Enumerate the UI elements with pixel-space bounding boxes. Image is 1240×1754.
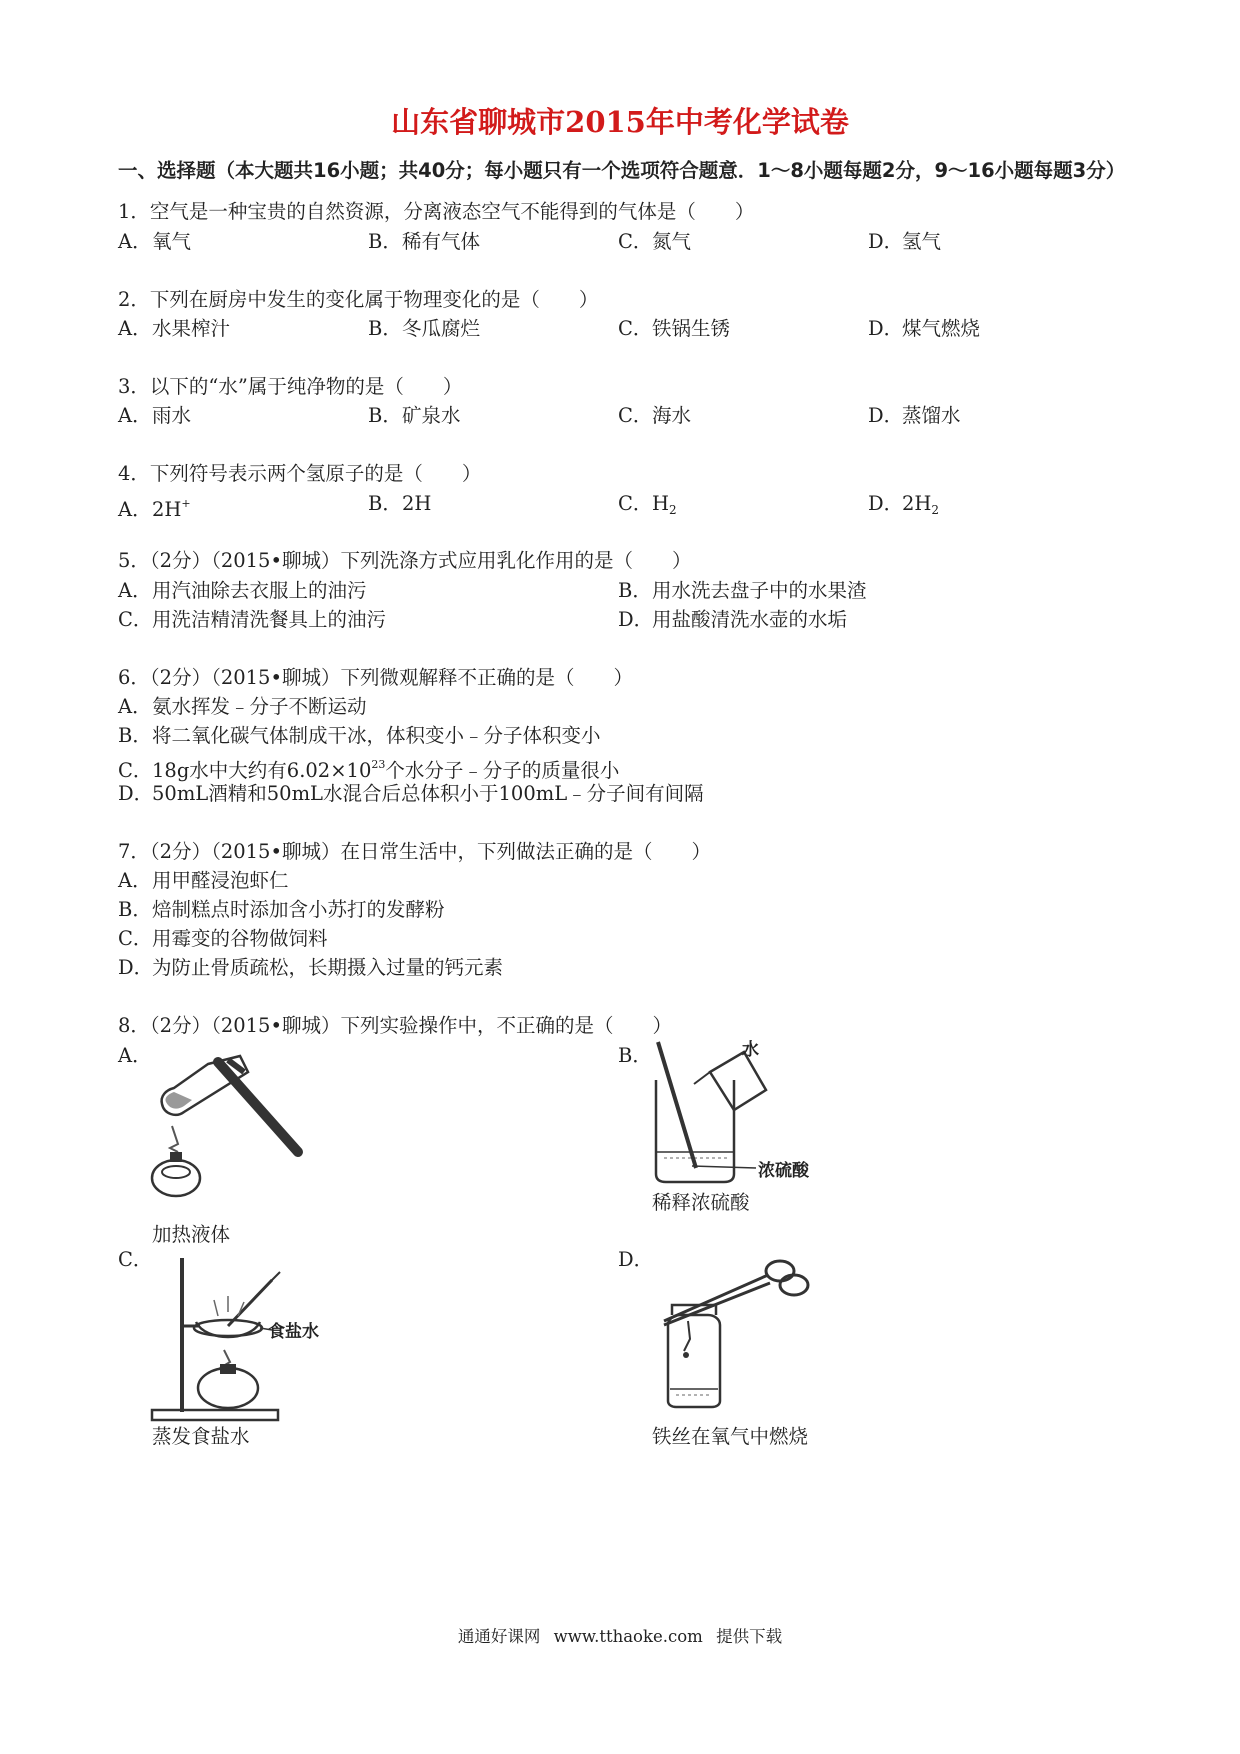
question-8-option-a-letter: A． [118, 1044, 152, 1067]
question-6-stem: 6．（2分）（2015•聊城）下列微观解释不正确的是（ ） [118, 666, 633, 689]
question-8-option-c-caption: 蒸发食盐水 [152, 1425, 250, 1448]
question-8-option-b-letter: B． [618, 1044, 652, 1067]
section-header: 一、选择题（本大题共16小题；共40分；每小题只有一个选项符合题意．1～8小题每题2分，9～16小题每题3分） [118, 159, 1126, 182]
question-8-option-c-label-brine: 食盐水 [268, 1322, 319, 1342]
question-8-option-b-label-water: 水 [742, 1040, 759, 1060]
question-4-option-c: C．$H_2$ [618, 492, 677, 517]
question-8-option-b-caption: 稀释浓硫酸 [652, 1191, 750, 1214]
question-4-option-b: B．2H [368, 492, 432, 515]
question-8-stem: 8．（2分）（2015•聊城）下列实验操作中，不正确的是（ ） [118, 1014, 672, 1037]
question-5-option-b: B．用水洗去盘子中的水果渣 [618, 579, 867, 602]
question-2-option-b: B．冬瓜腐烂 [368, 317, 481, 340]
question-1-option-a: A．氧气 [118, 230, 192, 253]
footer-site-name: 通通好课网 [457, 1627, 541, 1646]
question-7-option-b: B．焙制糕点时添加含小苏打的发酵粉 [118, 898, 445, 921]
question-6-option-a: A．氨水挥发﹣分子不断运动 [118, 695, 367, 718]
question-6-option-c: C．18g水中大约有$6.02\times 10^{23}$个水分子﹣分子的质量很小 [118, 758, 620, 782]
question-2-stem: 2．下列在厨房中发生的变化属于物理变化的是（ ） [118, 288, 599, 311]
page-footer [0, 1623, 1240, 1647]
footer-suffix: 提供下载 [716, 1627, 783, 1646]
question-8-option-c-letter: C． [118, 1248, 153, 1271]
question-6-option-d: D．50mL酒精和50mL水混合后总体积小于100mL﹣分子间有间隔 [118, 782, 704, 805]
question-4-option-a: A．2H+ [118, 497, 191, 521]
question-3-option-d: D．蒸馏水 [868, 404, 961, 427]
question-3-option-c: C．海水 [618, 404, 692, 427]
footer-url[interactable]: www.tthaoke.com [553, 1627, 703, 1646]
iron-wire-burning-figure [648, 1255, 818, 1415]
question-1-option-b: B．稀有气体 [368, 230, 481, 253]
question-8-option-b-label-acid: 浓硫酸 [758, 1161, 809, 1181]
question-3-stem: 3．以下的“水”属于纯净物的是（ ） [118, 375, 463, 398]
page-title: 山东省聊城市2015年中考化学试卷 [391, 105, 849, 139]
question-5-option-d: D．用盐酸清洗水壶的水垢 [618, 608, 848, 631]
question-1-option-c: C．氮气 [618, 230, 692, 253]
question-1-stem: 1．空气是一种宝贵的自然资源，分离液态空气不能得到的气体是（ ） [118, 200, 755, 223]
question-5-stem: 5．（2分）（2015•聊城）下列洗涤方式应用乳化作用的是（ ） [118, 549, 692, 572]
question-7-stem: 7．（2分）（2015•聊城）在日常生活中，下列做法正确的是（ ） [118, 840, 711, 863]
question-8-option-d-letter: D． [618, 1248, 654, 1271]
question-2-option-a: A．水果榨汁 [118, 317, 231, 340]
heating-liquid-figure [148, 1048, 338, 1208]
question-3-option-b: B．矿泉水 [368, 404, 461, 427]
question-8-option-a-caption: 加热液体 [152, 1223, 231, 1246]
question-4-stem: 4．下列符号表示两个氢原子的是（ ） [118, 462, 482, 485]
question-7-option-a: A．用甲醛浸泡虾仁 [118, 869, 289, 892]
question-5-option-c: C．用洗洁精清洗餐具上的油污 [118, 608, 387, 631]
question-2-option-d: D．煤气燃烧 [868, 317, 981, 340]
question-6-option-b: B．将二氧化碳气体制成干冰，体积变小﹣分子体积变小 [118, 724, 601, 747]
question-3-option-a: A．雨水 [118, 404, 192, 427]
question-5-option-a: A．用汽油除去衣服上的油污 [118, 579, 367, 602]
question-7-option-d: D．为防止骨质疏松，长期摄入过量的钙元素 [118, 956, 504, 979]
question-2-option-c: C．铁锅生锈 [618, 317, 731, 340]
question-1-option-d: D．氢气 [868, 230, 942, 253]
question-4-option-d: D．$2H_2$ [868, 492, 940, 517]
question-7-option-c: C．用霉变的谷物做饲料 [118, 927, 328, 950]
question-8-option-d-caption: 铁丝在氧气中燃烧 [652, 1425, 809, 1448]
